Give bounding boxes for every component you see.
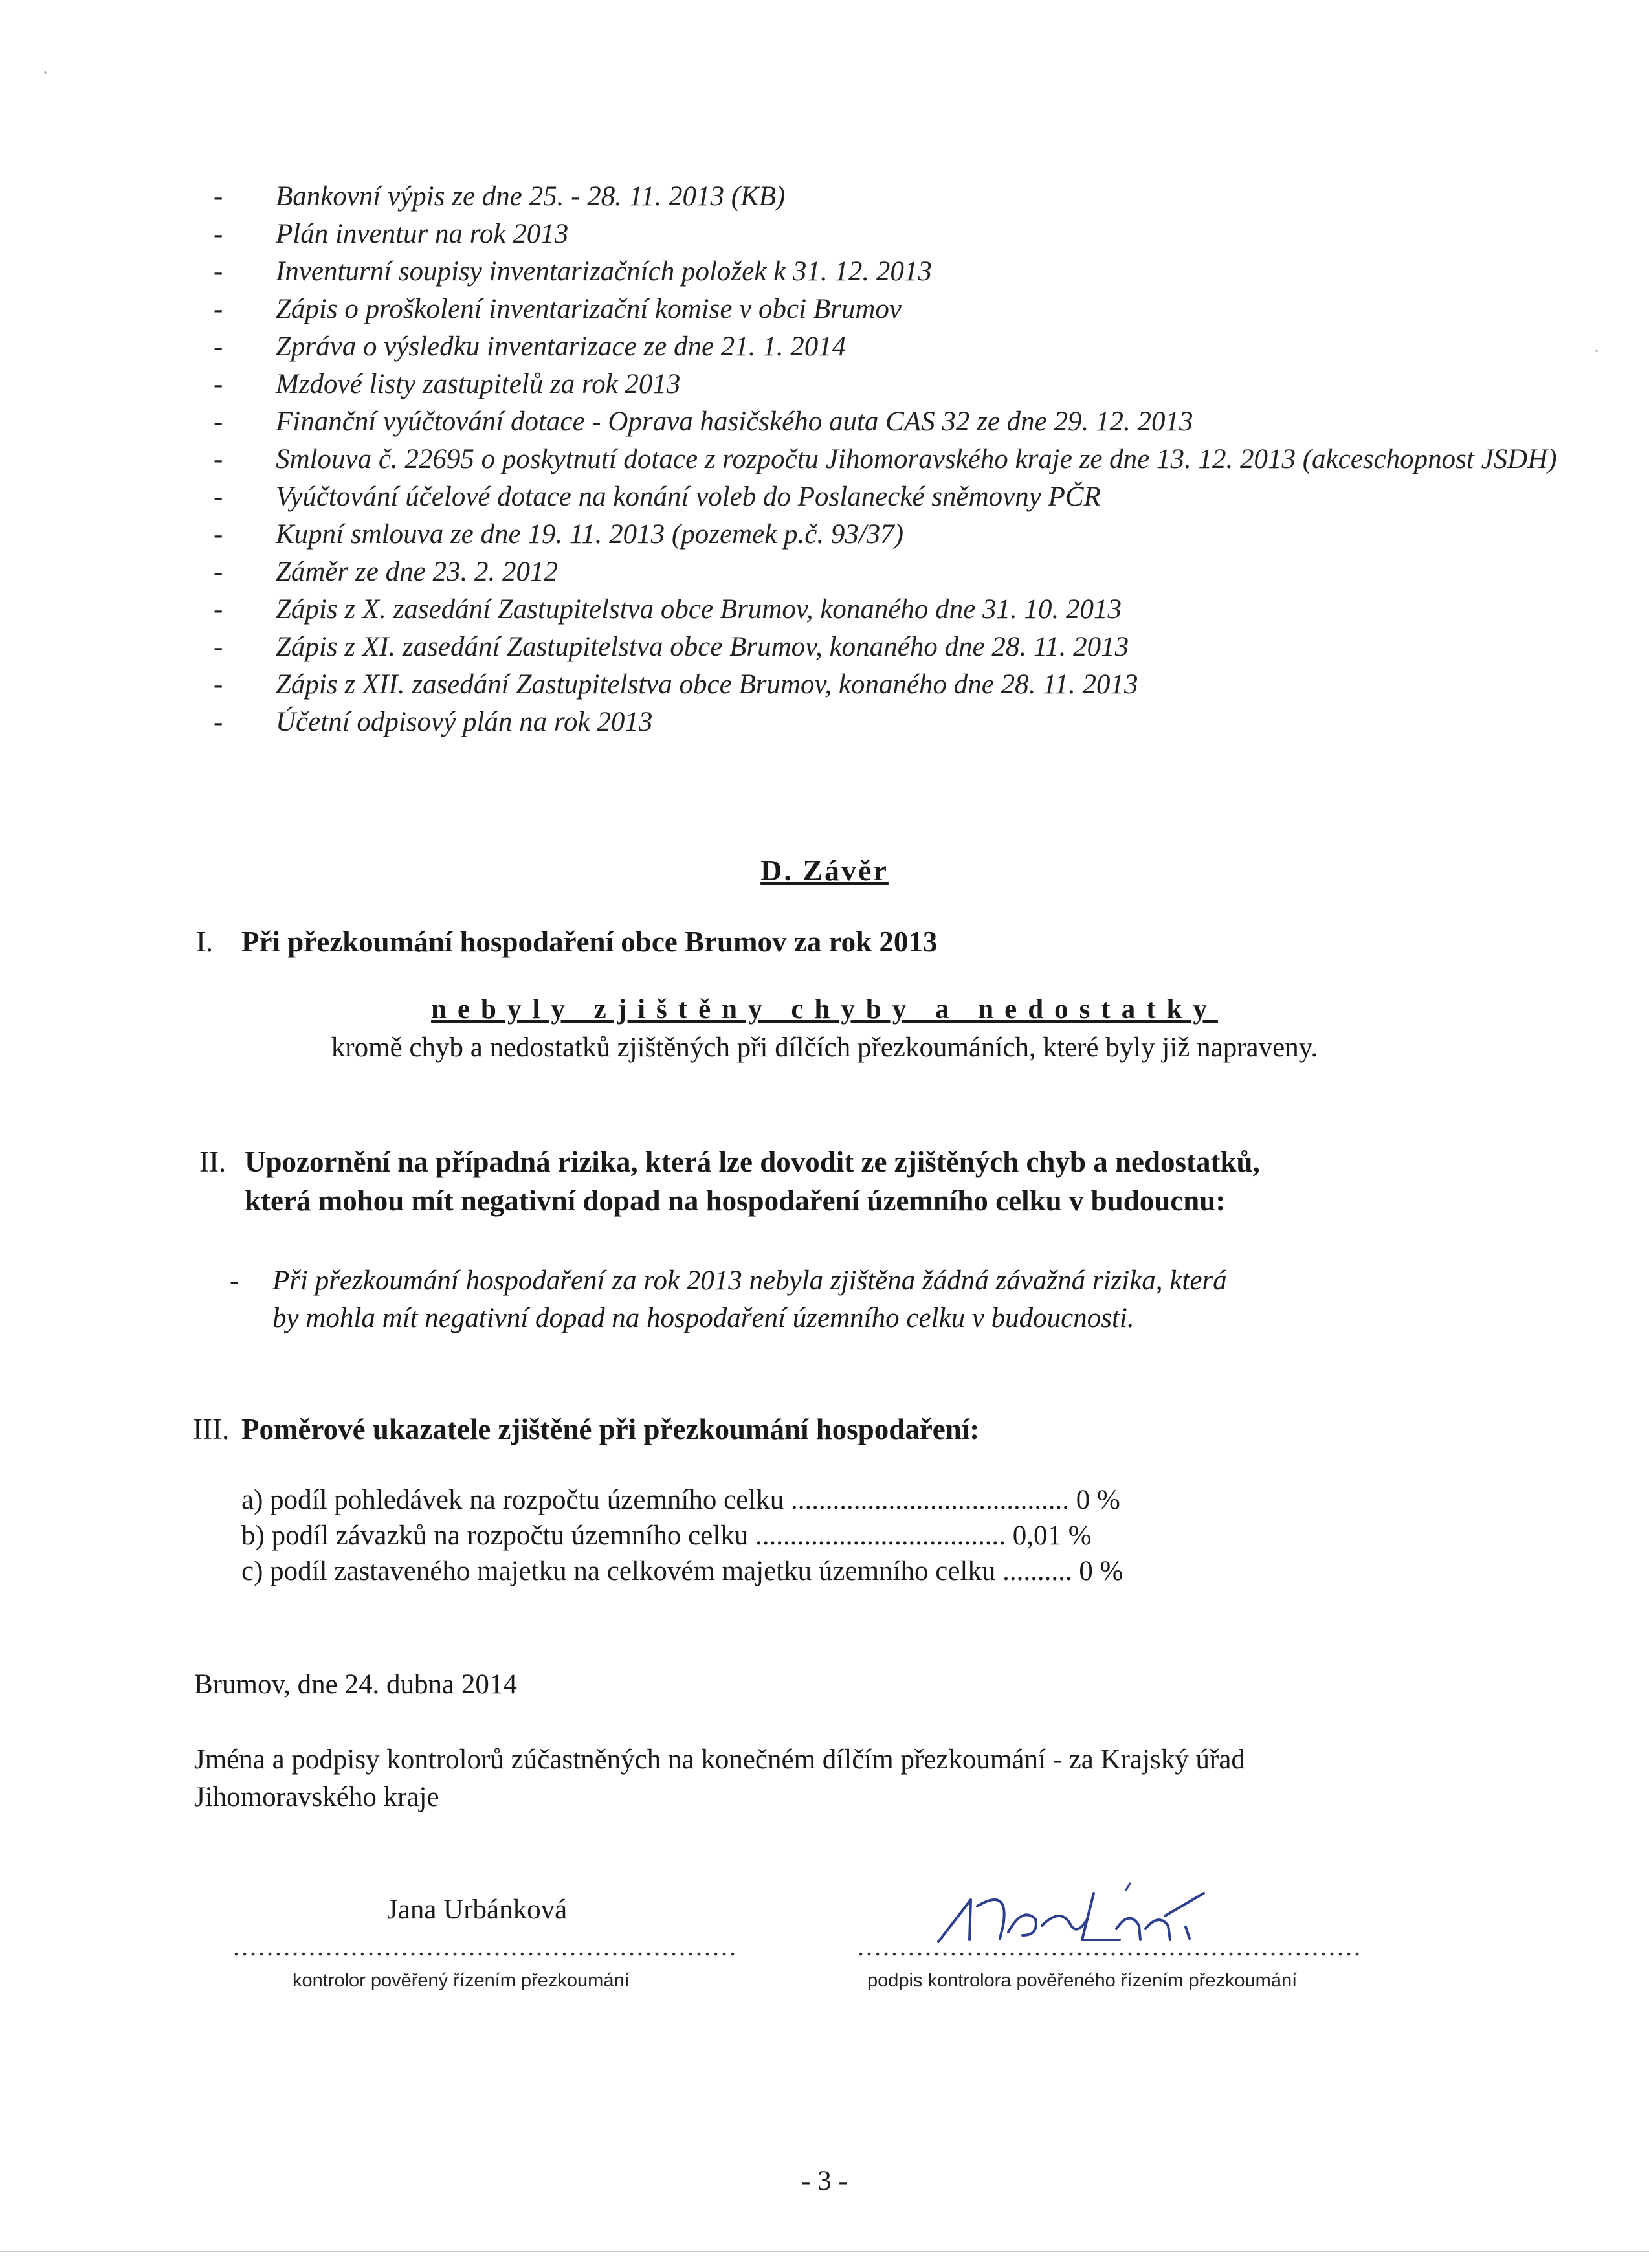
signature-line-left: ............................................................ <box>233 1932 738 1961</box>
section-3-text: Poměrové ukazatele zjištěné při přezkoumání hospodaření: <box>241 1413 980 1445</box>
page-number: - 3 - <box>801 2166 848 2196</box>
list-item: - Smlouva č. 22695 o poskytnutí dotace z rozpočtu Jihomoravského kraje ze dne 13. 12. 2013 (akceschopnost JSDH) <box>214 441 1649 478</box>
signatories-intro-line1: Jména a podpisy kontrolorů zúčastněných na konečném dílčím přezkoumání - za Krajský úřad <box>194 1744 1245 1775</box>
scan-speck <box>44 71 47 74</box>
left-caption: kontrolor pověřený řízením přezkoumání <box>293 1970 630 1991</box>
signatories-intro <box>194 1741 1245 1816</box>
list-item: - Zápis o proškolení inventarizační komise v obci Brumov <box>214 291 1443 328</box>
place-and-date: Brumov, dne 24. dubna 2014 <box>194 1669 517 1700</box>
list-item: - Vyúčtování účelové dotace na konání voleb do Poslanecké sněmovny PČR <box>214 478 1443 516</box>
section-2-number: II. <box>199 1146 227 1178</box>
list-item: - Zápis z X. zasedání Zastupitelstva obce Brumov, konaného dne 31. 10. 2013 <box>214 591 1443 628</box>
list-item: - Plán inventur na rok 2013 <box>214 216 1443 253</box>
list-item: - Účetní odpisový plán na rok 2013 <box>214 704 1443 741</box>
section-1-title <box>196 922 938 961</box>
section-1-number: I. <box>196 926 214 958</box>
list-item: - Inventurní soupisy inventarizačních položek k 31. 12. 2013 <box>214 253 1443 291</box>
signature-line-right: ............................................................ <box>858 1932 1362 1961</box>
list-item: - Finanční vyúčtování dotace - Oprava hasičského auta CAS 32 ze dne 29. 12. 2013 <box>214 403 1443 441</box>
scan-speck <box>1595 350 1598 352</box>
section-2-title <box>199 1142 1260 1220</box>
section-heading: D. Závěr <box>760 854 889 887</box>
section-2-line2: která mohou mít negativní dopad na hospodaření územního celku v budoucnu: <box>245 1184 1226 1217</box>
risk-statement <box>230 1262 1227 1337</box>
risk-line2: by mohla mít negativní dopad na hospodaření územního celku v budoucnosti. <box>272 1303 1134 1333</box>
ratio-receivables: a) podíl pohledávek na rozpočtu územního celku ........................................ 0 % <box>241 1485 1120 1515</box>
risk-line1: - Při přezkoumání hospodaření za rok 2013 nebyla zjištěna žádná závažná rizika, která <box>272 1265 1227 1296</box>
reviewed-documents-list <box>214 178 1557 741</box>
list-item: - Bankovní výpis ze dne 25. - 28. 11. 2013 (KB) <box>214 178 1443 216</box>
controller-name: Jana Urbánková <box>387 1895 568 1925</box>
finding-statement: nebyly zjištěny chyby a nedostatky <box>431 994 1218 1025</box>
list-item: - Mzdové listy zastupitelů za rok 2013 <box>214 366 1443 403</box>
finding-note: kromě chyb a nedostatků zjištěných při dílčích přezkoumáních, které byly již napraveny. <box>331 1032 1318 1063</box>
signatories-intro-line2: Jihomoravského kraje <box>194 1782 439 1812</box>
list-item: - Zápis z XII. zasedání Zastupitelstva obce Brumov, konaného dne 28. 11. 2013 <box>214 666 1443 704</box>
scan-edge-line <box>0 2251 1649 2252</box>
right-caption: podpis kontrolora pověřeného řízením přezkoumání <box>867 1970 1298 1991</box>
list-item: - Zápis z XI. zasedání Zastupitelstva obce Brumov, konaného dne 28. 11. 2013 <box>214 628 1443 666</box>
section-3-number: III. <box>193 1413 230 1445</box>
ratio-liabilities: b) podíl závazků na rozpočtu územního celku .................................... 0,01 % <box>241 1520 1092 1551</box>
section-2-line1: Upozornění na případná rizika, která lze dovodit ze zjištěných chyb a nedostatků, <box>245 1146 1260 1178</box>
ratio-pledged-assets: c) podíl zastaveného majetku na celkovém majetku územního celku .......... 0 % <box>241 1556 1123 1586</box>
list-item: - Kupní smlouva ze dne 19. 11. 2013 (pozemek p.č. 93/37) <box>214 516 1443 553</box>
list-item: - Zpráva o výsledku inventarizace ze dne 21. 1. 2014 <box>214 328 1443 366</box>
list-item: - Záměr ze dne 23. 2. 2012 <box>214 553 1443 591</box>
section-3-title <box>193 1410 980 1449</box>
section-1-text: Při přezkoumání hospodaření obce Brumov za rok 2013 <box>241 926 938 958</box>
